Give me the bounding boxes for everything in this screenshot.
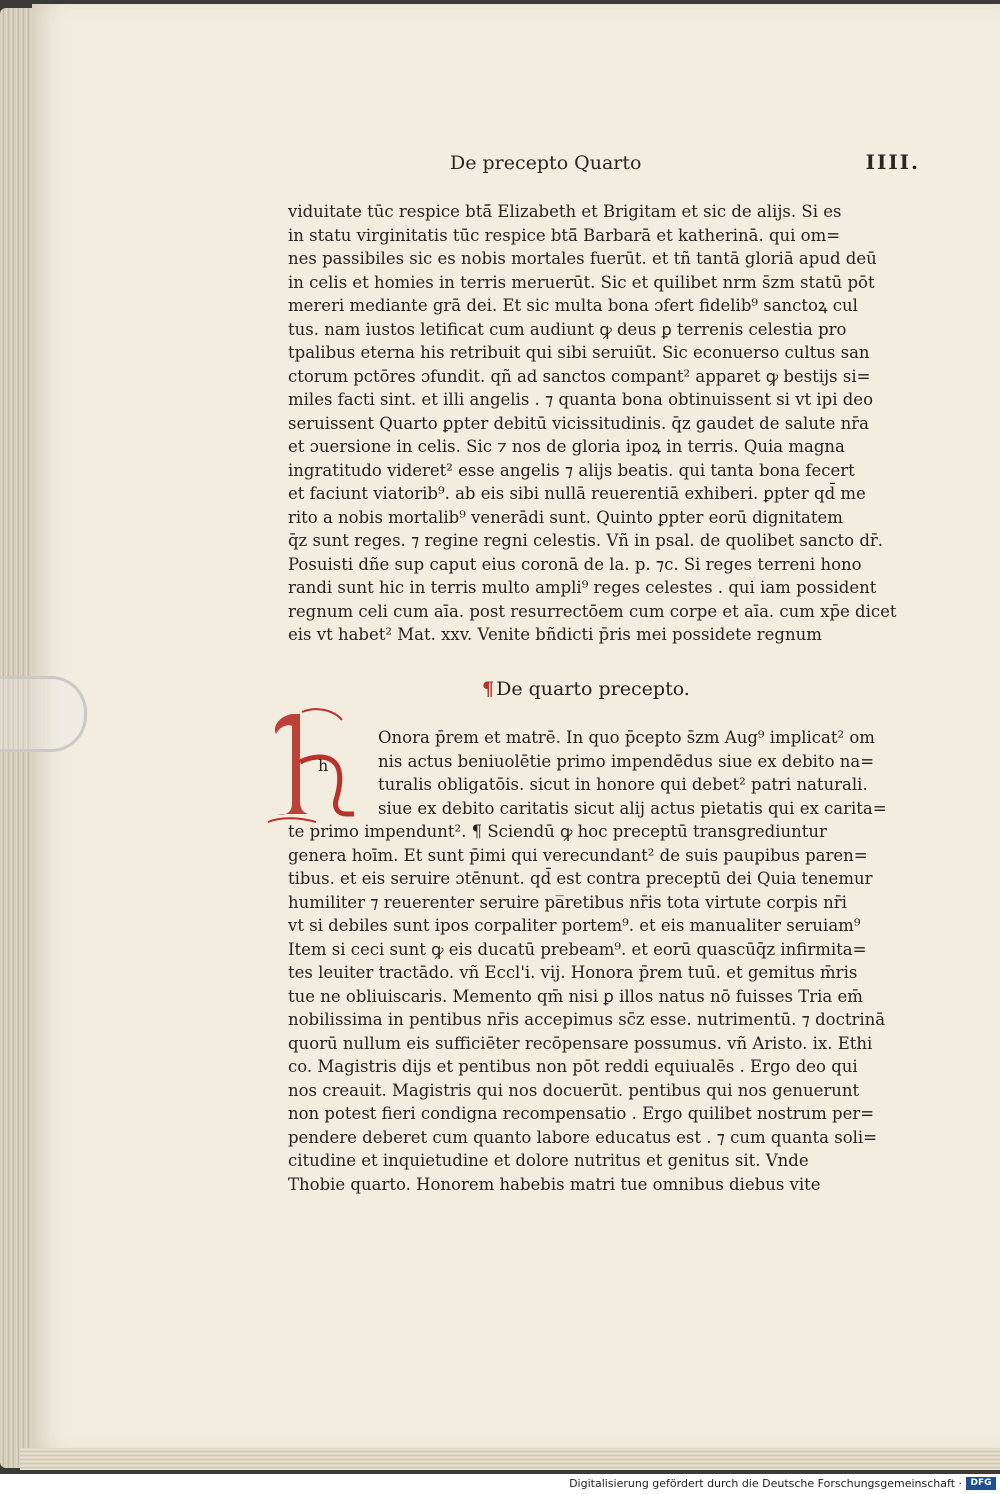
text-line: quorū nullum eis sufficiēter recōpensare possumus. vñ Aristo. ix. Ethi	[288, 1033, 873, 1053]
text-line: turalis obligatōis. sicut in honore qui debet² patri naturali.	[378, 775, 868, 794]
text-line: et faciunt viatorib⁹. ab eis sibi nullā reuerentiā exhiberi. ꝑpter qd̄ me	[288, 484, 866, 503]
text-block-lower	[288, 726, 908, 1196]
text-line: ctorum pctōres ɔfundit. qñ ad sanctos compant² apparet ꝙ bestijs si=	[288, 366, 871, 386]
text-line: genera hoīm. Et sunt p̄imi qui verecundant² de suis paupibus paren=	[288, 845, 868, 865]
text-line: nis actus beniuolētie primo impendēdus siue ex debito na=	[378, 751, 875, 771]
text-line: mereri mediante grā dei. Et sic multa bona ɔfert fidelib⁹ sanctoꝝ cul	[288, 296, 858, 315]
page-bottom-edges	[20, 1448, 1000, 1470]
guide-letter: h	[318, 756, 329, 775]
text-line: co. Magistris dijs et pentibus non pōt reddi equiualēs . Ergo deo qui	[288, 1057, 858, 1076]
pilcrow-mark: ¶	[482, 678, 495, 700]
text-line: Thobie quarto. Honorem habebis matri tue omnibus diebus vite	[288, 1174, 821, 1194]
text-line: Posuisti dñe sup caput eius coronā de la. p. ⁊c. Si reges terreni hono	[288, 554, 862, 574]
text-line: et ɔuersione in celis. Sic ⁊ nos de gloria ipoꝝ in terris. Quia magna	[288, 437, 845, 456]
text-line: in statu virginitatis tūc respice btā̄ Barbarā et katherinā. qui om=	[288, 225, 841, 245]
text-line: tus. nam iustos letificat cum audiunt ꝙ deus ꝑ terrenis celestia pro	[288, 319, 847, 339]
text-line: tue ne obliuiscaris. Memento qm̄ nisi ꝑ illos natus nō fuisses Tria em̄	[288, 986, 863, 1006]
dfg-logo: DFG	[966, 1477, 996, 1490]
folio-number: IIII.	[865, 150, 920, 174]
text-line: tpalibus eterna his retribuit qui sibi seruiūt. Sic econuerso cultus san	[288, 343, 870, 362]
text-line: randi sunt hic in terris multo ampli⁹ reges celestes . qui iam possident	[288, 578, 877, 597]
text-line: nobilissima in pentibus nr̄is accepimus sc̄z esse. nutrimentū. ⁊ doctrinā	[288, 1010, 886, 1029]
text-line: Item si ceci sunt ꝙ eis ducatū prebeam⁹. et eorū quascūq̄z infirmita=	[288, 939, 867, 959]
text-line: regnum celi cum aīa. post resurrectōem cum corpe et aīa. cum xp̄e dicet	[288, 601, 897, 621]
footer-bar	[0, 1474, 1000, 1494]
text-line: viduitate tūc respice btā̄ Elizabeth et Brigitam et sic de alijs. Si es	[288, 202, 842, 221]
section-heading	[482, 678, 690, 708]
text-line: tibus. et eis seruire ɔtēnunt. qd̄ est contra preceptū dei Quia tenemur	[288, 869, 873, 888]
funding-credit: Digitalisierung gefördert durch die Deutsche Forschungsgemeinschaft ·	[569, 1477, 962, 1490]
text-line: rito a nobis mortalib⁹ venerādi sunt. Quinto ꝑpter eorū dignitatem	[288, 507, 843, 527]
text-line: ingratitudo videret² esse angelis ⁊ alijs beatis. qui tanta bona fecert	[288, 460, 855, 480]
text-line: miles facti sint. et illi angelis . ⁊ quanta bona obtinuissent si vt ipi deo	[288, 390, 874, 409]
text-block-upper	[288, 200, 908, 647]
text-line: siue ex debito caritatis sicut alij actus pietatis qui ex carita=	[378, 798, 887, 818]
running-head	[450, 150, 920, 184]
text-line: nes passibiles sic es nobis mortales fuerūt. et tñ tantā gloriā apud deū	[288, 249, 877, 268]
text-line: nos creauit. Magistris qui nos docuerūt. pentibus qui nos genuerunt	[288, 1080, 860, 1100]
text-line: tes leuiter tractādo. vñ Eccl'i. vij. Honora p̄rem tuū. et gemitus m̄ris	[288, 963, 858, 982]
running-head-title: De precepto Quarto	[450, 152, 642, 174]
text-line: citudine et inquietudine et dolore nutritus et genitus sit. Vnde	[288, 1151, 809, 1170]
text-line: seruissent Quarto ꝑpter debitū vicissitudinis. q̄z gaudet de salute nr̄a	[288, 413, 869, 433]
text-line: non potest fieri condigna recompensatio . Ergo quilibet nostrum per=	[288, 1104, 875, 1123]
text-line: Onora p̄rem et matrē. In quo p̄cepto s̄zm Aug⁹ implicat² om	[378, 728, 875, 747]
section-heading-text: De quarto precepto.	[496, 678, 690, 700]
text-line: eis vt habet² Mat. xxv. Venite bñdicti p̄ris mei possidete regnum	[288, 625, 822, 644]
page-clip	[0, 676, 87, 752]
text-line: vt si debiles sunt ipos corpaliter portem⁹. et eis manualiter seruiam⁹	[288, 916, 861, 935]
text-line: in celis et homies in terris meruerūt. Sic et quilibet nrm s̄zm statū pōt	[288, 272, 875, 292]
text-line: pendere deberet cum quanto labore educatus est . ⁊ cum quanta soli=	[288, 1127, 878, 1147]
text-line: q̄z sunt reges. ⁊ regine regni celestis. Vñ in psal. de quolibet sancto dr̄.	[288, 531, 884, 550]
text-line: te primo impendunt². ¶ Sciendū ꝙ hoc preceptū transgrediuntur	[288, 822, 827, 841]
text-line: humiliter ⁊ reuerenter seruire pa̅retibus nr̄is tota virtute corpis nr̄i	[288, 892, 847, 912]
